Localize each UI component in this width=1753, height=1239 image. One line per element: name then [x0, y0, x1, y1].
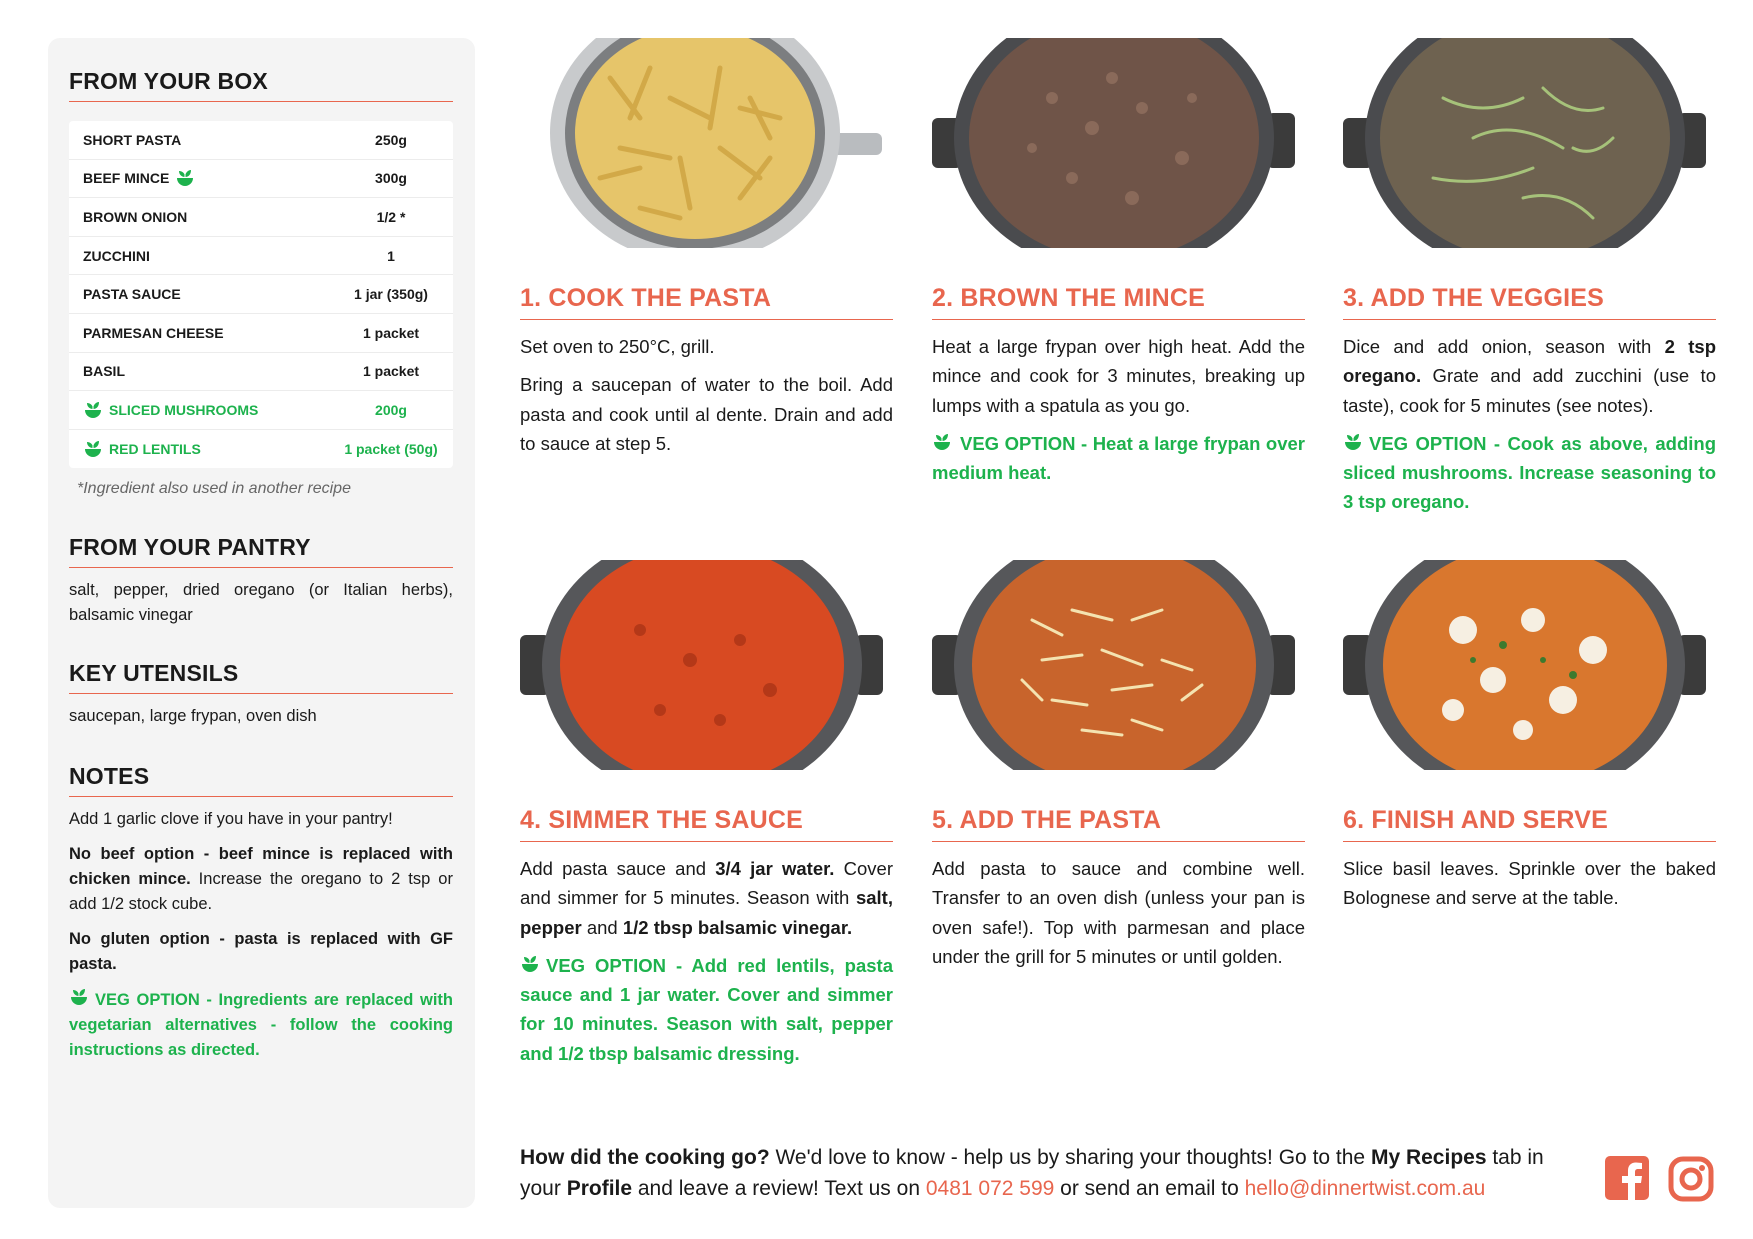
ingredient-qty: 1	[387, 247, 395, 264]
feedback-text-1: We'd love to know - help us by sharing your thoughts! Go to the	[769, 1146, 1371, 1169]
feedback-text-3: and leave a review! Text us on	[632, 1177, 926, 1200]
step-3-title: 3. ADD THE VEGGIES	[1343, 284, 1716, 320]
step-5-text: Add pasta to sauce and combine well. Transfer to an oven dish (unless your pan is oven safe!). Top with parmesan and place under the grill for 5 minutes or until golden.	[932, 858, 1305, 967]
ingredient-row-veg	[69, 430, 453, 469]
ingredient-qty: 1 packet (50g)	[344, 441, 438, 458]
step-3-text-b: 2 tsp oregano.	[1343, 336, 1717, 387]
veg-leaf-icon	[83, 400, 103, 420]
step-1	[520, 38, 893, 458]
ingredient-name-cell	[83, 439, 329, 459]
step-1-title: 1. COOK THE PASTA	[520, 284, 893, 320]
phone-link[interactable]: 0481 072 599	[925, 1177, 1055, 1200]
ingredient-row	[69, 160, 453, 199]
pasta-cheese-pan-image	[932, 560, 1295, 770]
veg-leaf-icon	[932, 432, 952, 452]
ingredient-row	[69, 237, 453, 276]
feedback-message	[520, 1142, 1580, 1204]
step-4-text-f: 1/2 tbsp balsamic vinegar.	[622, 916, 853, 938]
ingredient-name: BEEF MINCE	[83, 170, 170, 187]
ingredient-name: PARMESAN CHEESE	[83, 324, 224, 341]
veg-leaf-icon	[83, 439, 103, 459]
utensils-text: saucepan, large frypan, oven dish	[69, 707, 317, 726]
ingredient-qty: 300g	[375, 170, 407, 187]
step-5	[932, 560, 1305, 971]
note-no-beef	[69, 842, 453, 917]
facebook-icon[interactable]	[1605, 1156, 1649, 1200]
ingredient-row	[69, 314, 453, 353]
feedback-text-2: tab in your	[520, 1146, 1544, 1200]
step-2-text: Heat a large frypan over high heat. Add the mince and cook for 3 minutes, breaking up lumps with a spatula as you go.	[932, 336, 1305, 416]
step-4	[520, 560, 893, 1068]
step-6-title: 6. FINISH AND SERVE	[1343, 806, 1716, 842]
ingredient-name: RED LENTILS	[109, 441, 201, 458]
note-no-beef-rest: Increase the oregano to 2 tsp or add 1/2 stock cube.	[69, 870, 453, 914]
ingredient-row	[69, 198, 453, 237]
note-garlic: Add 1 garlic clove if you have in your pantry!	[69, 810, 393, 829]
step-6-text: Slice basil leaves. Sprinkle over the baked Bolognese and serve at the table.	[1343, 858, 1716, 909]
step-4-veg-option	[520, 951, 893, 1068]
step-6	[1343, 560, 1716, 913]
note-no-beef-bold: No beef option - beef mince is replaced with chicken mince.	[69, 845, 453, 889]
my-recipes-label: My Recipes	[1370, 1146, 1487, 1169]
from-your-pantry-heading: FROM YOUR PANTRY	[69, 534, 453, 568]
step-2-veg-text: VEG OPTION - Heat a large frypan over medium heat.	[932, 432, 1305, 484]
veg-leaf-icon	[69, 987, 89, 1007]
baked-bolognese-image	[1343, 560, 1706, 770]
ingredient-qty: 1/2 *	[376, 208, 406, 225]
ingredient-name: PASTA SAUCE	[83, 286, 181, 303]
ingredient-qty: 1 jar (350g)	[354, 286, 428, 303]
feedback-question: How did the cooking go?	[520, 1146, 770, 1169]
step-2	[932, 38, 1305, 487]
veg-leaf-icon	[175, 168, 195, 188]
step-3-text-c: Grate and add zucchini (use to taste), cook for 5 minutes (see notes).	[1343, 365, 1716, 416]
step-3-veg-option	[1343, 429, 1716, 517]
key-utensils-heading: KEY UTENSILS	[69, 660, 453, 694]
step-1-text-2: Bring a saucepan of water to the boil. Add pasta and cook until al dente. Drain and add to sauce at step 5.	[520, 374, 893, 454]
ingredient-footnote: *Ingredient also used in another recipe	[77, 480, 351, 498]
note-veg-text: VEG OPTION - Ingredients are replaced with vegetarian alternatives - follow the cooking instructions as directed.	[69, 991, 453, 1060]
ingredient-row	[69, 121, 453, 160]
ingredient-qty: 1 packet	[362, 324, 420, 341]
veg-leaf-icon	[1343, 432, 1363, 452]
step-4-title: 4. SIMMER THE SAUCE	[520, 806, 893, 842]
ingredient-name: SLICED MUSHROOMS	[109, 401, 259, 418]
ingredient-name: BROWN ONION	[83, 208, 188, 225]
feedback-text-4: or send an email to	[1054, 1177, 1245, 1200]
email-link[interactable]: hello@dinnertwist.com.au	[1244, 1177, 1486, 1200]
note-no-gluten	[69, 927, 453, 977]
ingredient-name: ZUCCHINI	[83, 247, 150, 264]
ingredients-panel	[48, 38, 475, 1208]
step-1-text-1: Set oven to 250°C, grill.	[520, 336, 715, 357]
ingredient-qty: 1 packet	[362, 363, 420, 380]
step-2-veg-option	[932, 429, 1305, 488]
step-3-veg-text: VEG OPTION - Cook as above, adding sliced mushrooms. Increase seasoning to 3 tsp oregano.	[1343, 432, 1716, 513]
mince-pan-image	[932, 38, 1295, 248]
ingredient-row	[69, 275, 453, 314]
ingredient-name-cell	[83, 400, 329, 420]
instagram-icon[interactable]	[1668, 1156, 1714, 1202]
step-2-title: 2. BROWN THE MINCE	[932, 284, 1305, 320]
step-4-text-b: 3/4 jar water.	[715, 858, 835, 879]
step-5-title: 5. ADD THE PASTA	[932, 806, 1305, 842]
notes-heading: NOTES	[69, 763, 453, 797]
step-4-veg-text: VEG OPTION - Add red lentils, pasta sauce and 1 jar water. Cover and simmer for 10 minutes. Season with salt, pepper and 1/2 tbsp balsamic dressing.	[520, 954, 893, 1064]
note-no-gluten-bold: No gluten option - pasta is replaced with GF pasta.	[69, 930, 453, 974]
step-4-text-e: and	[581, 916, 623, 938]
note-veg-option	[69, 987, 453, 1063]
ingredient-name-cell	[83, 168, 329, 188]
ingredients-table	[69, 121, 453, 468]
ingredient-row	[69, 353, 453, 392]
ingredient-name: BASIL	[83, 363, 125, 380]
from-your-box-heading: FROM YOUR BOX	[69, 68, 453, 102]
pantry-text: salt, pepper, dried oregano (or Italian herbs), balsamic vinegar	[69, 581, 453, 625]
pasta-pot-image	[520, 38, 883, 248]
veg-leaf-icon	[520, 954, 540, 974]
ingredient-qty: 200g	[375, 401, 407, 418]
step-4-text-d: salt, pepper	[520, 887, 893, 938]
step-4-text-c: Cover and simmer for 5 minutes. Season with	[520, 858, 893, 909]
sauce-pan-image	[520, 560, 883, 770]
step-3-text-a: Dice and add onion, season with	[1343, 336, 1665, 357]
profile-label: Profile	[566, 1177, 633, 1200]
step-3-text	[1343, 332, 1716, 420]
ingredient-row-veg	[69, 391, 453, 430]
step-3	[1343, 38, 1716, 517]
ingredient-name: SHORT PASTA	[83, 131, 182, 148]
ingredient-qty: 250g	[375, 131, 407, 148]
step-4-text	[520, 854, 893, 942]
step-4-text-a: Add pasta sauce and	[520, 858, 716, 879]
veggies-pan-image	[1343, 38, 1706, 248]
